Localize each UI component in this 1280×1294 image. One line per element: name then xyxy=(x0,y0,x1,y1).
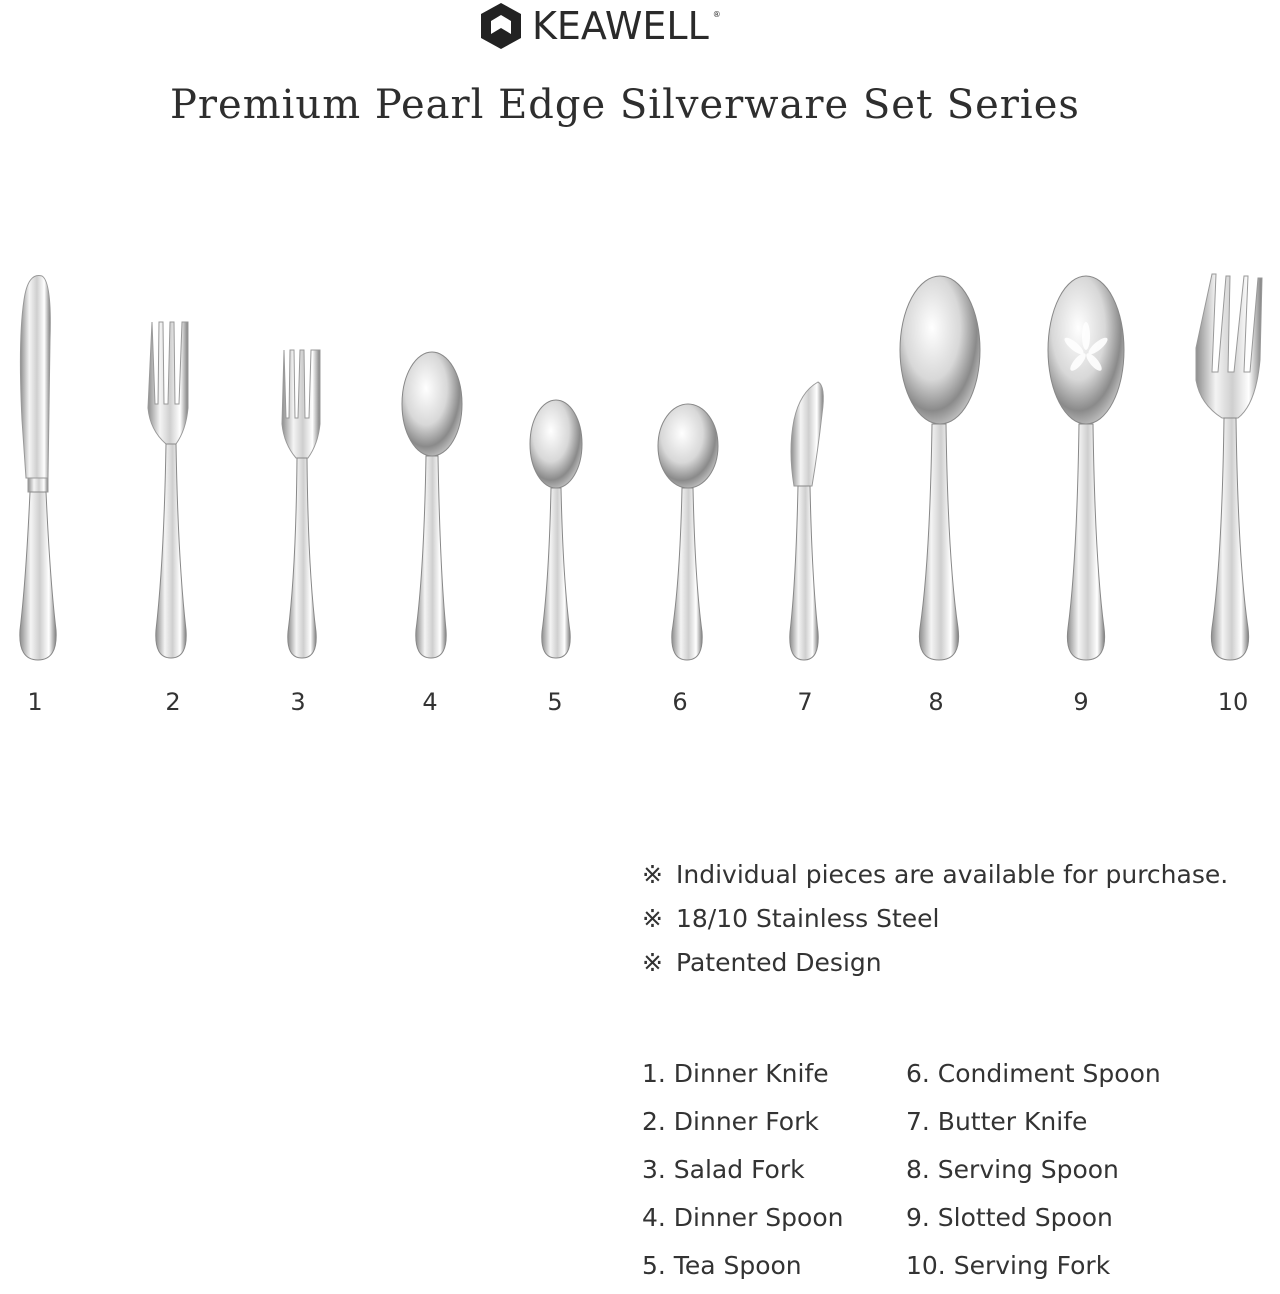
page-title: Premium Pearl Edge Silverware Set Series xyxy=(170,82,1080,128)
dinner-knife-icon xyxy=(20,276,56,661)
note-item xyxy=(642,943,1262,987)
dinner-fork-icon xyxy=(148,322,188,658)
hexagon-logo-icon xyxy=(478,1,524,51)
dinner-spoon-icon xyxy=(402,352,462,658)
feature-notes xyxy=(642,855,1262,987)
brand-name: KEAWELL xyxy=(532,4,709,48)
utensil-illustrations xyxy=(0,260,1280,680)
slotted-spoon-icon xyxy=(1048,276,1124,660)
salad-fork-icon xyxy=(282,350,320,658)
note-item xyxy=(642,855,1262,899)
reference-mark-icon: ※ xyxy=(642,904,663,933)
note-text: 18/10 Stainless Steel xyxy=(676,904,940,933)
utensil-number: 3 xyxy=(290,688,306,716)
brand xyxy=(478,0,721,52)
utensil-number: 10 xyxy=(1217,688,1249,716)
piece-legend xyxy=(642,1054,1262,1294)
utensil-number: 8 xyxy=(928,688,944,716)
legend-item: 3. Salad Fork xyxy=(642,1155,805,1184)
utensil-number: 4 xyxy=(422,688,438,716)
reference-mark-icon: ※ xyxy=(642,948,663,977)
condiment-spoon-icon xyxy=(658,404,718,660)
utensil-number: 9 xyxy=(1073,688,1089,716)
tea-spoon-icon xyxy=(530,400,582,658)
note-item xyxy=(642,899,1262,943)
legend-item: 2. Dinner Fork xyxy=(642,1107,819,1136)
note-text: Individual pieces are available for purchase. xyxy=(676,860,1229,889)
legend-item: 7. Butter Knife xyxy=(906,1107,1088,1136)
note-text: Patented Design xyxy=(676,948,882,977)
legend-item: 4. Dinner Spoon xyxy=(642,1203,844,1232)
utensil-number: 2 xyxy=(165,688,181,716)
utensil-number: 1 xyxy=(27,688,43,716)
utensil-number: 7 xyxy=(797,688,813,716)
serving-spoon-icon xyxy=(900,276,980,660)
utensil-number: 6 xyxy=(672,688,688,716)
legend-item: 8. Serving Spoon xyxy=(906,1155,1119,1184)
legend-item: 10. Serving Fork xyxy=(906,1251,1111,1280)
legend-item: 9. Slotted Spoon xyxy=(906,1203,1113,1232)
legend-item: 1. Dinner Knife xyxy=(642,1059,829,1088)
serving-fork-icon xyxy=(1196,274,1262,660)
utensil-number: 5 xyxy=(547,688,563,716)
legend-item: 5. Tea Spoon xyxy=(642,1251,802,1280)
registered-mark: ® xyxy=(712,10,721,19)
reference-mark-icon: ※ xyxy=(642,860,663,889)
butter-knife-icon xyxy=(790,382,824,660)
legend-item: 6. Condiment Spoon xyxy=(906,1059,1161,1088)
